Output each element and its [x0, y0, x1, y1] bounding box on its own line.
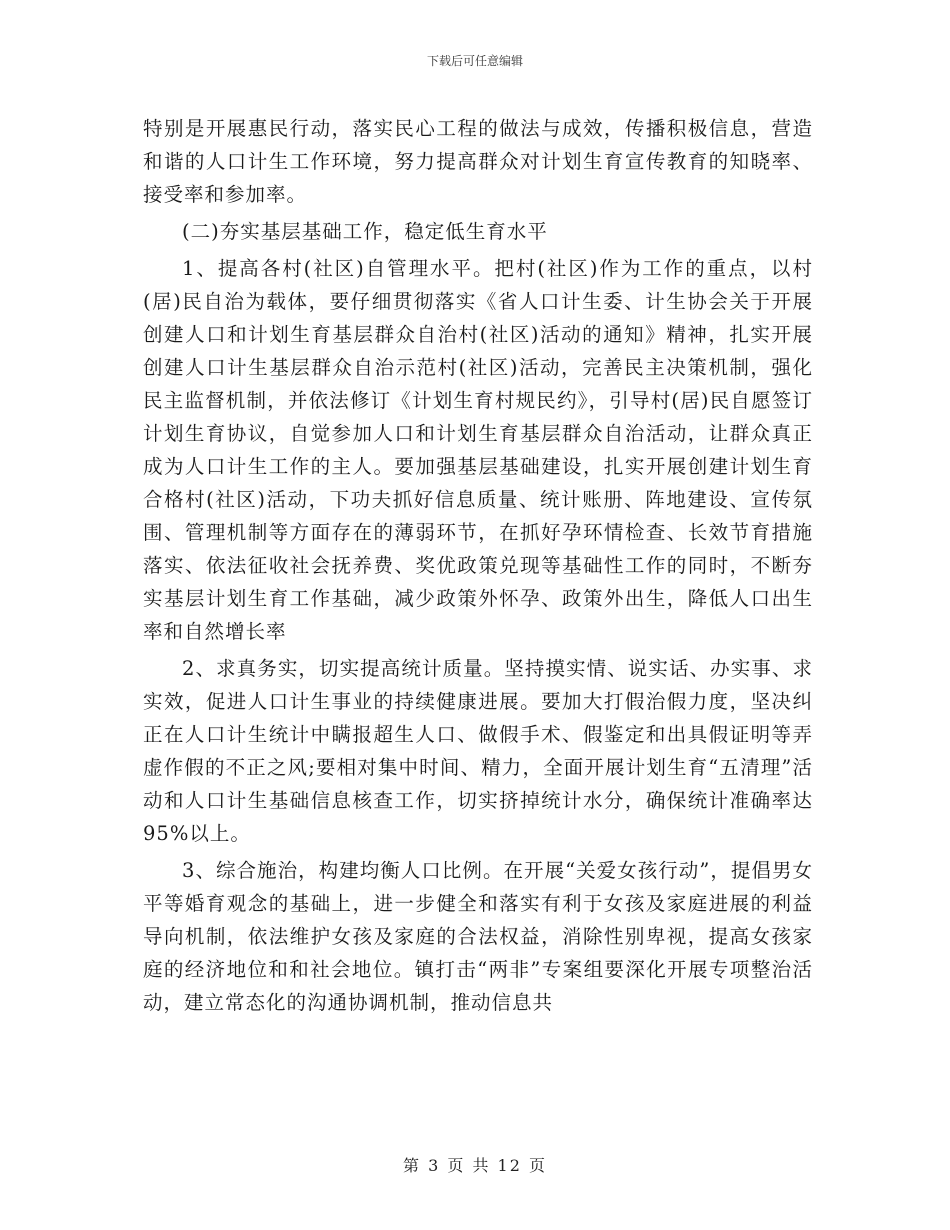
paragraph-item-1: 1、提高各村(社区)自管理水平。把村(社区)作为工作的重点，以村(居)民自治为载体，要仔细贯彻落实《省人口计生委、计生协会关于开展创建人口和计划生育基层群众自治村(社区)活动的通知》精神，扎实开展创建人口计生基层群众自治示范村(社区)活动，完善民主决策机制，强化民主监督机制，并依法修订《计划生育村规民约》，引导村(居)民自愿签订计划生育协议，自觉参加人口和计划生育基层群众自治活动，让群众真正成为人口计生工作的主人。要加强基层基础建设，扎实开展创建计划生育合格村(社区)活动，下功夫抓好信息质量、统计账册、阵地建设、宣传氛围、管理机制等方面存在的薄弱环节，在抓好孕环情检查、长效节育措施落实、依法征收社会抚养费、奖优政策兑现等基础性工作的同时，不断夯实基层计划生育工作基础，减少政策外怀孕、政策外出生，降低人口出生率和自然增长率 — [143, 257, 813, 643]
page-number-footer: 第 3 页 共 12 页 — [403, 1156, 547, 1175]
paragraph-item-2: 2、求真务实，切实提高统计质量。坚持摸实情、说实话、办实事、求实效，促进人口计生事业的持续健康进展。要加大打假治假力度，坚决纠正在人口计生统计中瞒报超生人口、做假手术、假鉴定和出具假证明等弄虚作假的不正之风;要相对集中时间、精力，全面开展计划生育“五清理”活动和人口计生基础信息核查工作，切实挤掉统计水分，确保统计准确率达95%以上。 — [143, 657, 813, 845]
section-heading: (二)夯实基层基础工作，稳定低生育水平 — [182, 220, 548, 243]
paragraph-item-3: 3、综合施治，构建均衡人口比例。在开展“关爱女孩行动”，提倡男女平等婚育观念的基础上，进一步健全和落实有利于女孩及家庭进展的利益导向机制，依法维护女孩及家庭的合法权益，消除性别卑视，提高女孩家庭的经济地位和和社会地位。镇打击“两非”专案组要深化开展专项整治活动，建立常态化的沟通协调机制，推动信息共 — [143, 859, 813, 1014]
paragraph-intro: 特别是开展惠民行动，落实民心工程的做法与成效，传播积极信息，营造和谐的人口计生工作环境，努力提高群众对计划生育宣传教育的知晓率、接受率和参加率。 — [143, 117, 813, 206]
document-body — [143, 112, 813, 1019]
page-header-note: 下载后可任意编辑 — [426, 54, 523, 68]
